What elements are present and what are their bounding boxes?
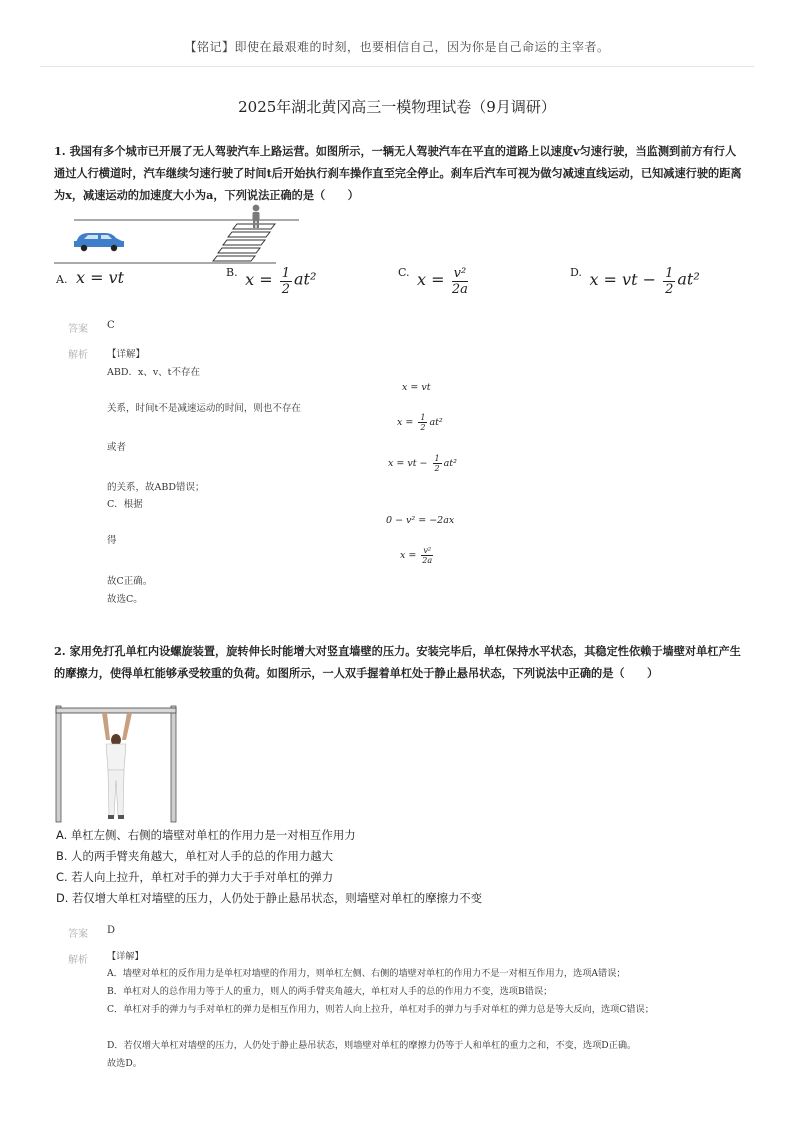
option-letter: B.	[226, 266, 238, 279]
explanation-header: 【详解】	[107, 349, 146, 360]
bar-left-post	[56, 706, 61, 822]
explanation-line: ABD．x、v、t不存在	[107, 367, 201, 378]
answer-value: D	[107, 925, 116, 936]
explanation-line: 故选C。	[107, 594, 143, 605]
q1-option-a[interactable]	[56, 268, 124, 287]
explanation-line: C．根据	[107, 499, 143, 510]
hanging-person-icon	[102, 713, 132, 819]
fraction: $\frac{1}{2}$	[420, 413, 426, 432]
car-icon	[74, 233, 124, 251]
crosswalk-icon	[213, 224, 275, 261]
q2-option-d[interactable]: D. 若仅增大单杠对墙壁的压力，人仍处于静止悬吊状态，则墙壁对单杠的摩擦力不变	[56, 891, 483, 905]
option-formula-lhs: x =	[245, 269, 278, 289]
fraction: $\frac{\text{v²}}{2a}$	[422, 546, 433, 565]
option-formula: x = vt	[75, 268, 125, 287]
option-letter: D.	[570, 266, 582, 279]
equation-5: x = $\frac{\text{v²}}{2a}$	[400, 546, 433, 565]
q1-option-c[interactable]	[398, 266, 470, 297]
explanation-line-d: D．若仅增大单杠对墙壁的压力，人仍处于静止悬吊状态，则墙壁对单杠的摩擦力仍等于人和单杠的重力之和，不变，选项D正确。	[107, 1040, 637, 1051]
explanation-line-c: C．单杠对手的弹力与手对单杠的弹力是相互作用力，则若人向上拉升，单杠对手的弹力与手对单杠的弹力总是等大反向，选项C错误；	[107, 1004, 654, 1015]
option-formula-rhs: at²	[293, 269, 317, 289]
equation-4: 0 − v² = −2ax	[386, 515, 455, 526]
fraction: $\frac{\text{v²}}{2a}$	[451, 266, 468, 297]
explanation-line: 故C正确。	[107, 576, 153, 587]
explanation-line: 关系，时间t不是减速运动的时间，则也不存在	[107, 403, 301, 414]
option-formula-rhs: at²	[677, 269, 700, 289]
explanation-line: 的关系，故ABD错误；	[107, 482, 205, 493]
explanation-line-b: B．单杠对人的总作用力等于人的重力，则人的两手臂夹角越大，单杠对人手的总的作用力不变，选项B错误；	[107, 986, 553, 997]
q2-option-a[interactable]: A. 单杠左侧、右侧的墙壁对单杠的作用力是一对相互作用力	[56, 828, 356, 842]
option-formula-lhs: x =	[417, 269, 450, 289]
option-formula-lhs: x = vt −	[589, 269, 662, 289]
header-divider	[40, 66, 754, 67]
explanation-line: 或者	[107, 442, 127, 453]
answer-label: 答案	[68, 929, 88, 940]
horizontal-bar-figure	[54, 704, 178, 824]
fraction: $\frac{1}{2}$	[665, 266, 674, 297]
equation-3: x = vt − $\frac{1}{2}$ at²	[388, 454, 457, 473]
explanation-line-a: A．墙壁对单杠的反作用力是单杠对墙壁的作用力，则单杠左侧、右侧的墙壁对单杠的作用力不是一对相互作用力，选项A错误；	[107, 968, 626, 979]
q1-option-b[interactable]	[226, 266, 316, 297]
header-motto: 【铭记】即使在最艰难的时刻，也要相信自己，因为你是自己命运的主宰者。	[184, 40, 610, 54]
option-letter: A.	[56, 273, 68, 286]
fraction: $\frac{1}{2}$	[281, 266, 290, 297]
equation-2: x = $\frac{1}{2}$ at²	[397, 413, 443, 432]
explanation-header: 【详解】	[107, 951, 144, 962]
q1-option-d[interactable]	[570, 266, 700, 297]
explanation-line-e: 故选D。	[107, 1058, 142, 1069]
question-1-text: 1. 我国有多个城市已开展了无人驾驶汽车上路运营。如图所示，一辆无人驾驶汽车在平直的道路上以速度v匀速行驶，当监测到前方有行人通过人行横道时，汽车继续匀速行驶了时间t后开始执行刹车操作直至完全停止。刹车后汽车可视为做匀减速直线运动，已知减速行驶的距离为x，减速运动的加速度大小为a，下列说法正确的是（ ）	[54, 144, 742, 202]
page-title: 2025年湖北黄冈高三一模物理试卷（9月调研）	[238, 98, 556, 116]
q2-option-c[interactable]: C. 若人向上拉升，单杠对手的弹力大于手对单杠的弹力	[56, 870, 334, 884]
explanation-label: 解析	[68, 955, 88, 966]
equation-1: x = vt	[402, 382, 431, 393]
q2-option-b[interactable]: B. 人的两手臂夹角越大，单杠对人手的总的作用力越大	[56, 849, 334, 863]
answer-label: 答案	[68, 324, 88, 335]
explanation-label: 解析	[68, 350, 88, 361]
car-crosswalk-diagram	[54, 203, 304, 269]
bar-right-post	[171, 706, 176, 822]
question-2-text: 2. 家用免打孔单杠内设螺旋装置，旋转伸长时能增大对竖直墙壁的压力。安装完毕后，单杠保持水平状态，其稳定性依赖于墙壁对单杠产生的摩擦力，使得单杠能够承受较重的负荷。如图所示，一人双手握着单杠处于静止悬吊状态，下列说法中正确的是（ ）	[54, 644, 741, 680]
bar-horizontal	[56, 708, 176, 713]
option-letter: C.	[398, 266, 410, 279]
fraction: $\frac{1}{2}$	[434, 454, 440, 473]
explanation-line: 得	[107, 535, 117, 546]
answer-value: C	[107, 320, 115, 331]
